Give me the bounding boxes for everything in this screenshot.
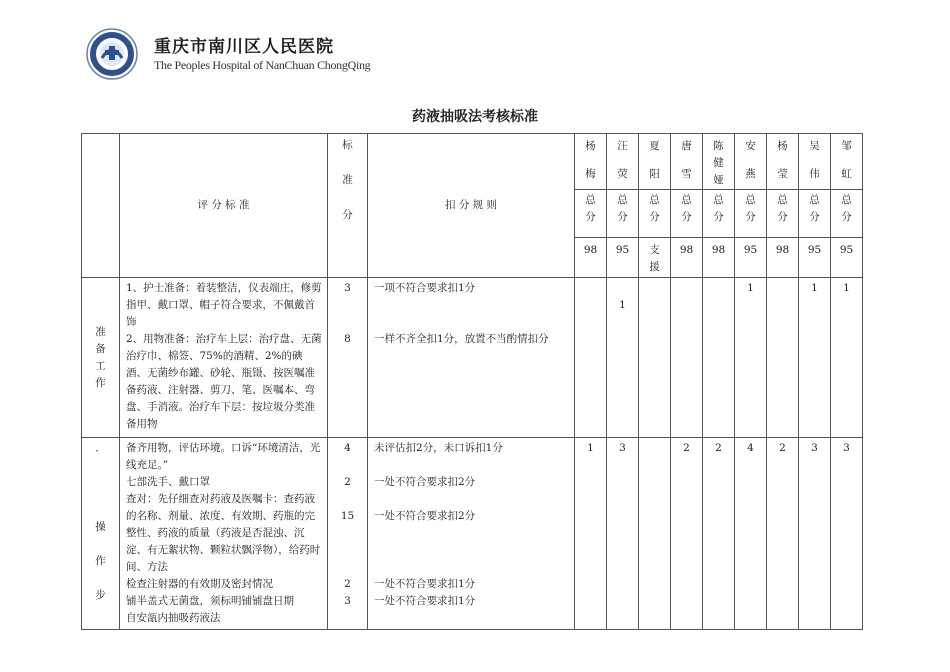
deduction-cell xyxy=(703,278,735,438)
hospital-header xyxy=(86,28,406,84)
section-label-char: 步 xyxy=(95,589,106,601)
total-value: 98 xyxy=(711,244,726,256)
examinee-name: 杨 xyxy=(777,140,788,152)
total-label: 分 xyxy=(681,211,692,223)
hospital-name-en: The Peoples Hospital of NanChuan ChongQing xyxy=(154,58,371,72)
total-value: 98 xyxy=(583,244,598,256)
examinee-name: 健 xyxy=(713,157,724,169)
deduction-value: 3 xyxy=(619,442,626,454)
deduction-value xyxy=(703,278,734,280)
header-score-char: 分 xyxy=(342,209,353,221)
criteria-item: 七部洗手、戴口罩 xyxy=(126,476,210,488)
section-label-char: 作 xyxy=(95,555,106,567)
deduction-cell xyxy=(735,278,767,438)
examinee-name: 安 xyxy=(745,140,756,152)
deduction-cell xyxy=(799,438,831,630)
total-value-cell xyxy=(767,238,799,278)
total-value-cell xyxy=(799,238,831,278)
hospital-logo-icon xyxy=(86,28,138,80)
examinee-name: 虹 xyxy=(841,168,852,180)
rule-item: 一处不符合要求扣2分 xyxy=(374,476,476,488)
score-value: 4 xyxy=(344,442,351,454)
deduction-value: 3 xyxy=(843,442,850,454)
total-label: 总 xyxy=(777,194,788,206)
document-title: 药液抽吸法考核标准 xyxy=(412,109,538,125)
deduction-value xyxy=(639,438,670,440)
total-value-cell xyxy=(831,238,863,278)
score-cell xyxy=(328,438,368,630)
header-rules xyxy=(368,134,575,278)
rule-item: 一处不符合要求扣1分 xyxy=(374,595,476,607)
examinee-name-cell xyxy=(607,134,639,190)
total-value: 支援 xyxy=(649,244,660,273)
total-value: 95 xyxy=(743,244,758,256)
rules-cell xyxy=(368,438,575,630)
header-score-char: 标 xyxy=(342,139,353,151)
rule-item: 未评估扣2分，未口诉扣1分 xyxy=(374,442,503,454)
total-value-cell xyxy=(639,238,671,278)
rules-cell xyxy=(368,278,575,438)
section-label-char: ． xyxy=(95,442,106,454)
examinee-name: 雪 xyxy=(681,168,692,180)
section-label-char: 备 xyxy=(95,342,106,355)
total-value-cell xyxy=(575,238,607,278)
total-label: 总 xyxy=(841,194,852,206)
deduction-value: 1 xyxy=(619,299,626,311)
deduction-cell xyxy=(735,438,767,630)
deduction-cell xyxy=(671,278,703,438)
total-label-cell xyxy=(575,190,607,238)
total-label-cell xyxy=(607,190,639,238)
examinee-name-cell xyxy=(767,134,799,190)
total-label-cell xyxy=(703,190,735,238)
deduction-value xyxy=(671,278,702,280)
criteria-cell xyxy=(120,438,328,630)
header-blank-cell xyxy=(82,134,120,278)
total-label: 总 xyxy=(809,194,820,206)
total-value: 98 xyxy=(679,244,694,256)
examinee-name-cell xyxy=(831,134,863,190)
total-value-cell xyxy=(607,238,639,278)
total-label: 分 xyxy=(841,211,852,223)
section-row-preparation xyxy=(82,278,863,438)
header-rules-label: 扣 分 规 则 xyxy=(444,199,497,211)
deduction-value: 1 xyxy=(587,442,594,454)
total-value-cell xyxy=(703,238,735,278)
deduction-value: 2 xyxy=(683,442,690,454)
total-label: 分 xyxy=(585,211,596,223)
deduction-value: 1 xyxy=(747,282,754,294)
hospital-name-cn: 重庆市南川区人民医院 xyxy=(154,37,334,57)
criteria-item: 铺半盖式无菌盘，须标明铺铺盘日期 xyxy=(126,595,294,607)
deduction-cell xyxy=(671,438,703,630)
total-label: 分 xyxy=(745,211,756,223)
criteria-item: 查对：先仔细查对药液及医嘱卡：查药液的名称、剂量、浓度、有效期、药瓶的完整性、药液的质量（药液是否混浊、沉淀、有无絮状物、颗粒状飘浮物），给药时间、方法 xyxy=(126,493,321,573)
score-value: 3 xyxy=(344,595,351,607)
examinee-name: 陈 xyxy=(713,140,724,152)
assessment-table xyxy=(81,133,863,630)
header-row-names xyxy=(82,134,863,190)
section-label-char: 工 xyxy=(95,359,106,372)
deduction-value: 1 xyxy=(811,282,818,294)
header-criteria-label: 评 分 标 准 xyxy=(197,199,250,211)
rule-item: 一处不符合要求扣1分 xyxy=(374,578,476,590)
deduction-cell xyxy=(831,438,863,630)
deduction-value: 4 xyxy=(747,442,754,454)
deduction-cell xyxy=(575,278,607,438)
deduction-cell xyxy=(607,438,639,630)
examinee-name: 汪 xyxy=(617,140,628,152)
score-value: 15 xyxy=(340,510,355,522)
total-label: 总 xyxy=(745,194,756,206)
total-label-cell xyxy=(767,190,799,238)
header-score xyxy=(328,134,368,278)
total-value: 98 xyxy=(775,244,790,256)
criteria-item: 检查注射器的有效期及密封情况 xyxy=(126,578,273,590)
total-value: 95 xyxy=(839,244,854,256)
total-value: 95 xyxy=(615,244,630,256)
examinee-name-cell xyxy=(671,134,703,190)
score-value: 2 xyxy=(344,578,351,590)
total-label: 总 xyxy=(617,194,628,206)
criteria-item: 1、护士准备：着装整洁，仪表端庄，修剪指甲、戴口罩、帽子符合要求，不佩戴首饰 xyxy=(126,282,322,328)
criteria-item: 2、用物准备：治疗车上层：治疗盘、无菌治疗巾、棉签、75%的酒精、2%的碘酒、无菌纱布罐、砂轮、瓶镊、按医嘱准备药液、注射器、剪刀、笔、医嘱本、弯盘、手消液。治疗车下层：按垃圾分类准备用物 xyxy=(126,333,322,430)
total-label: 总 xyxy=(649,194,660,206)
deduction-cell xyxy=(607,278,639,438)
examinee-name: 燕 xyxy=(745,168,756,180)
score-value: 3 xyxy=(344,282,351,294)
deduction-cell xyxy=(703,438,735,630)
section-label-cell xyxy=(82,278,120,438)
total-value: 95 xyxy=(807,244,822,256)
deduction-value: 3 xyxy=(811,442,818,454)
examinee-name-cell xyxy=(735,134,767,190)
deduction-cell xyxy=(767,278,799,438)
deduction-value: 2 xyxy=(779,442,786,454)
total-label: 分 xyxy=(809,211,820,223)
examinee-name: 邹 xyxy=(841,140,852,152)
total-label-cell xyxy=(799,190,831,238)
section-label-char: 准 xyxy=(95,325,106,338)
examinee-name: 伟 xyxy=(809,168,820,180)
deduction-value xyxy=(639,278,670,280)
score-value: 2 xyxy=(344,476,351,488)
section-label-char: 作 xyxy=(95,376,106,389)
examinee-name: 莹 xyxy=(777,168,788,180)
criteria-item: 备齐用物，评估环境。口诉“环境清洁，光线充足。” xyxy=(126,442,321,471)
examinee-name: 吴 xyxy=(809,140,820,152)
deduction-cell xyxy=(575,438,607,630)
total-label: 分 xyxy=(777,211,788,223)
criteria-item: 自安瓿内抽吸药液法 xyxy=(126,612,221,624)
total-label: 分 xyxy=(649,211,660,223)
examinee-name: 阳 xyxy=(649,168,660,180)
total-label: 总 xyxy=(713,194,724,206)
section-label-char: 操 xyxy=(95,521,106,533)
score-cell xyxy=(328,278,368,438)
criteria-cell xyxy=(120,278,328,438)
deduction-cell xyxy=(639,438,671,630)
examinee-name-cell xyxy=(575,134,607,190)
deduction-cell xyxy=(831,278,863,438)
total-label-cell xyxy=(735,190,767,238)
examinee-name-cell xyxy=(639,134,671,190)
examinee-name: 娅 xyxy=(713,174,724,186)
deduction-value: 2 xyxy=(715,442,722,454)
examinee-name: 夏 xyxy=(649,140,660,152)
deduction-cell xyxy=(799,278,831,438)
total-label: 总 xyxy=(585,194,596,206)
deduction-cell xyxy=(639,278,671,438)
total-label-cell xyxy=(639,190,671,238)
examinee-name: 梅 xyxy=(585,168,596,180)
section-row-procedure xyxy=(82,438,863,630)
total-label: 分 xyxy=(713,211,724,223)
examinee-name-cell xyxy=(703,134,735,190)
total-value-cell xyxy=(671,238,703,278)
total-label-cell xyxy=(671,190,703,238)
rule-item: 一样不齐全扣1分，放置不当酌情扣分 xyxy=(374,333,549,345)
header-criteria xyxy=(120,134,328,278)
examinee-name: 唐 xyxy=(681,140,692,152)
rule-item: 一项不符合要求扣1分 xyxy=(374,282,476,294)
total-label: 分 xyxy=(617,211,628,223)
header-score-char: 准 xyxy=(342,174,353,186)
total-label-cell xyxy=(831,190,863,238)
total-label: 总 xyxy=(681,194,692,206)
score-value: 8 xyxy=(344,333,351,345)
deduction-cell xyxy=(767,438,799,630)
deduction-value: 1 xyxy=(843,282,850,294)
examinee-name-cell xyxy=(799,134,831,190)
rule-item: 一处不符合要求扣2分 xyxy=(374,510,476,522)
examinee-name: 荧 xyxy=(617,168,628,180)
total-value-cell xyxy=(735,238,767,278)
deduction-value xyxy=(575,278,606,280)
section-label-cell xyxy=(82,438,120,630)
examinee-name: 杨 xyxy=(585,140,596,152)
deduction-value xyxy=(767,278,798,280)
